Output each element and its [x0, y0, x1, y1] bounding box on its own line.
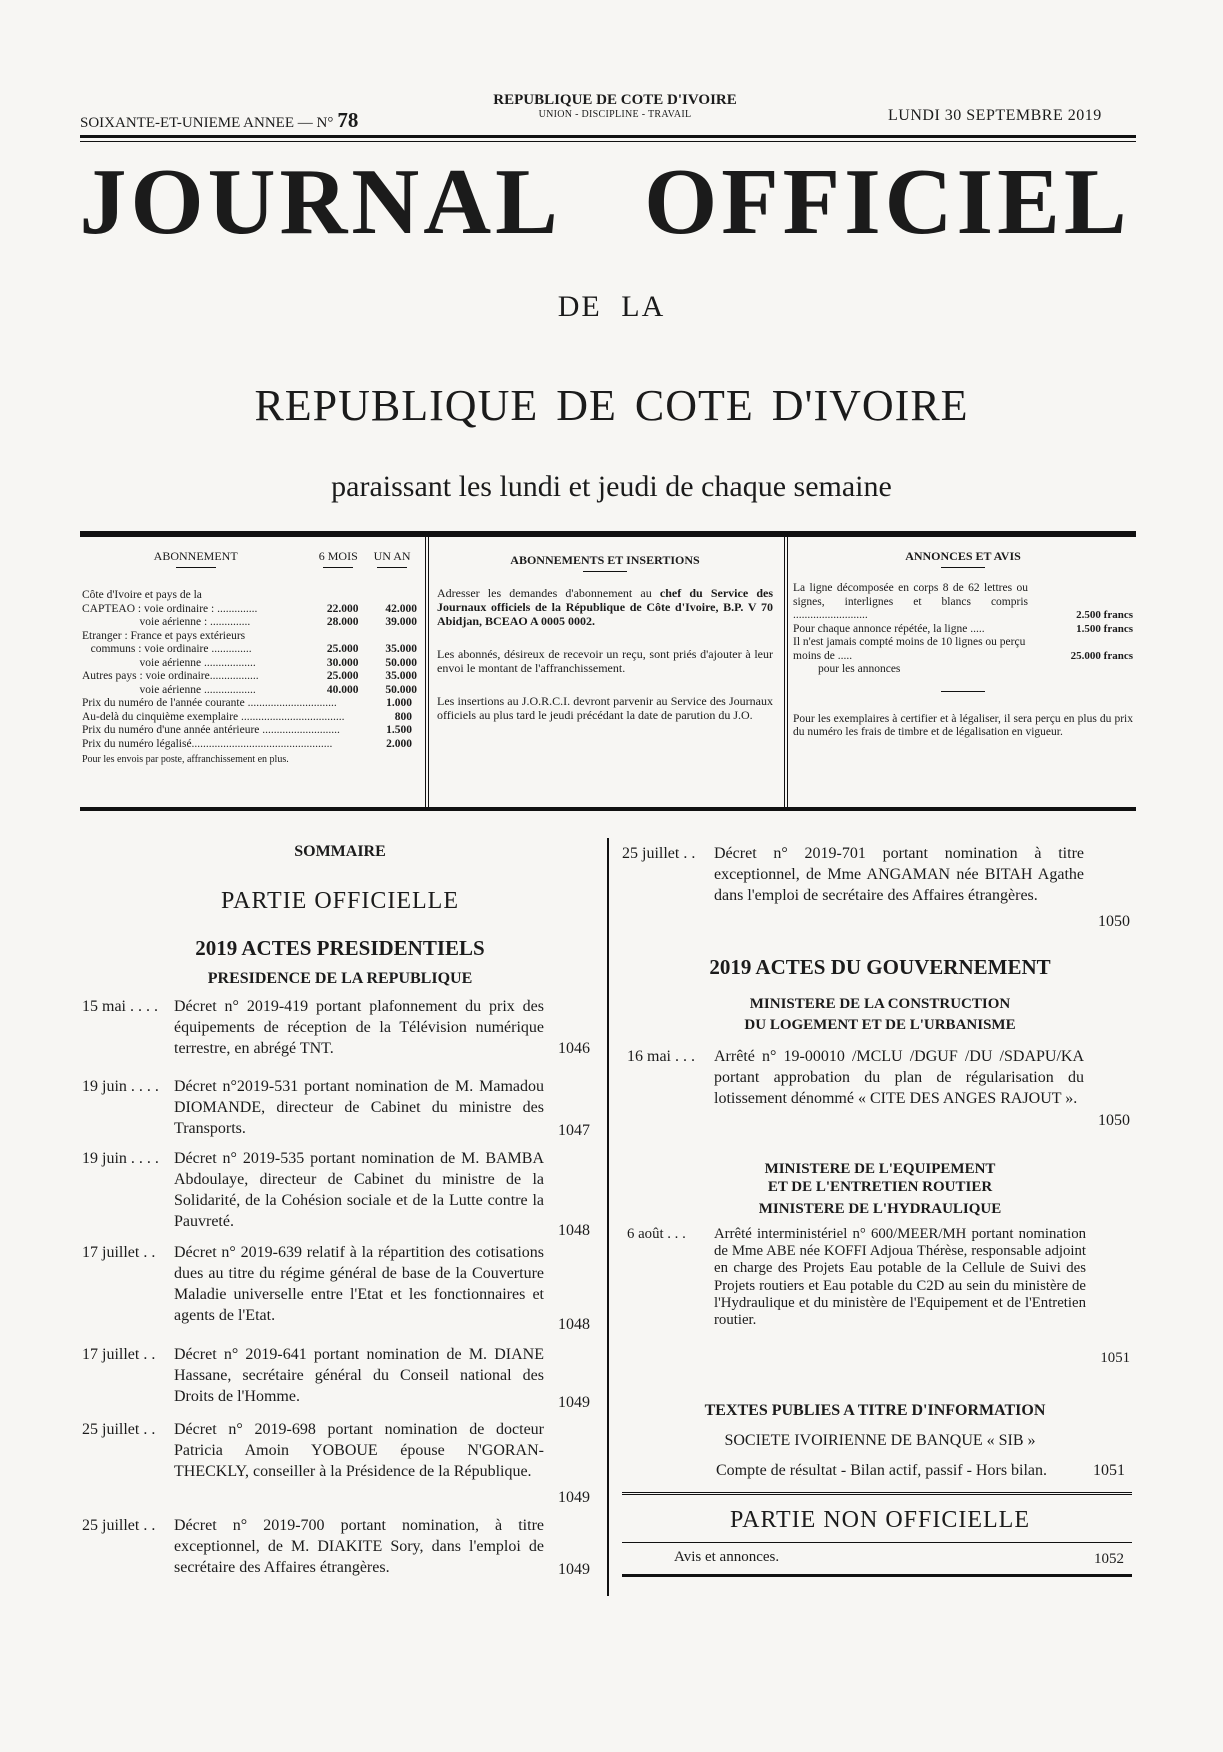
sommaire-entry[interactable]: [627, 1046, 1130, 1130]
entry-text: Décret n° 2019-698 portant nomination de docteur Patricia Amoin YOBOUE épouse N'GORAN-THECKLY, conseiller à la Présidence de la République.: [174, 1421, 544, 1480]
sommaire-entry[interactable]: [82, 1076, 590, 1139]
entry-text: Décret n° 2019-639 relatif à la répartition des cotisations dues au titre du régime général de base de la Couverture Maladie universelle entre l'Etat et les fonctionnaires et agents de l'Etat.: [174, 1244, 544, 1324]
entry-date: 17 juillet . .: [82, 1244, 156, 1261]
republic-header: [440, 92, 790, 120]
year-label: SOIXANTE-ET-UNIEME ANNEE — N°: [80, 115, 334, 131]
presidence-heading: PRESIDENCE DE LA REPUBLIQUE: [207, 970, 473, 987]
tarif-row: Autres pays : voie ordinaire................. 25.000 35.000: [82, 670, 417, 682]
avis-entry[interactable]: Avis et annonces.: [674, 1549, 780, 1565]
title-de-la: DE LA: [557, 290, 666, 323]
sommaire-entry[interactable]: [82, 1419, 590, 1506]
annonces-header: ANNONCES ET AVIS: [905, 549, 1021, 563]
tarif-list: [82, 589, 417, 767]
annonce-minimum: Il n'est jamais compté moins de 10 lignes ou perçu moins de ..... 25.000 francs: [793, 636, 1133, 662]
avis-page: 1052: [1094, 1551, 1124, 1567]
entry-text: Arrêté n° 19-00010 /MCLU /DGUF /DU /SDAPU/KA portant approbation du plan de régularisation du lotissement dénommé « CITE DES ANGES RAJOUT ».: [714, 1048, 1084, 1107]
tarif-row: voie aérienne .................. 30.000 50.000: [82, 656, 417, 669]
entry-page: 1050: [1098, 1112, 1130, 1129]
tarif-footnote: Pour les envois par poste, affranchissement en plus.: [82, 754, 289, 765]
entry-text: Décret n° 2019-535 portant nomination de M. BAMBA Abdoulaye, directeur de Cabinet du ministre de la Solidarité, de la Cohésion sociale et de la Lutte contre la Pauvreté.: [174, 1150, 544, 1230]
abonnement-header: ABONNEMENT: [82, 549, 309, 568]
annonce-repeat-price: Pour chaque annonce répétée, la ligne ..... 1.500 francs: [793, 622, 1133, 635]
entry-date: 25 juillet . .: [622, 845, 696, 862]
sommaire-entry[interactable]: [82, 1515, 590, 1578]
col-6mois: 6 MOIS: [309, 549, 367, 568]
entry-date: 25 juillet . .: [82, 1421, 156, 1438]
entry-text: Décret n° 2019-419 portant plafonnement du prix des équipements de réception de la Télévision numérique terrestre, en abrégé TNT.: [174, 998, 544, 1057]
entry-page: 1049: [558, 1561, 590, 1578]
avis-rule-top: [622, 1542, 1132, 1543]
non-officielle-rule: [622, 1492, 1132, 1495]
entry-page: 1049: [558, 1394, 590, 1411]
national-motto: UNION - DISCIPLINE - TRAVAIL: [538, 109, 692, 120]
entry-date: 19 juin . . . .: [82, 1150, 159, 1167]
actes-presidentiels: 2019 ACTES PRESIDENTIELS: [195, 936, 485, 960]
tarif-row: Etranger : France et pays extérieurs: [82, 629, 246, 642]
box-divider-1: [425, 531, 429, 811]
entry-page: 1048: [558, 1316, 590, 1333]
masthead-rule-thin: [80, 141, 1136, 142]
entry-page: 1047: [558, 1122, 590, 1139]
insertions-address: Adresser les demandes d'abonnement au chef du Service des Journaux officiels de la République de Côte d'Ivoire, B.P. V 70 Abidjan, BCEAO A 0005 0002.: [437, 586, 773, 628]
entry-page: 1046: [558, 1040, 590, 1057]
entry-page: 1048: [558, 1222, 590, 1239]
tarif-row: voie aérienne : .............. 28.000 39.000: [82, 616, 417, 628]
entry-text: Décret n° 2019-641 portant nomination de M. DIANE Hassane, secrétaire général du Conseil national des Droits de l'Homme.: [174, 1346, 544, 1405]
sib-page: 1051: [1093, 1462, 1125, 1479]
header-underline: [941, 567, 985, 568]
entry-page: 1049: [558, 1489, 590, 1506]
entry-date: 25 juillet . .: [82, 1517, 156, 1534]
tarif-row: Prix du numéro d'une année antérieure ........................... 1.500: [82, 724, 412, 736]
entry-date: 19 juin . . . .: [82, 1078, 159, 1095]
annonce-divider: [941, 691, 985, 692]
sommaire-entry[interactable]: [82, 1148, 590, 1253]
entry-date: 15 mai . . . .: [82, 998, 158, 1015]
sommaire-entry[interactable]: [82, 1344, 590, 1411]
sommaire-entry[interactable]: [82, 1242, 590, 1347]
title-republique: REPUBLIQUE DE COTE D'IVOIRE: [254, 381, 969, 430]
actes-gouvernement: 2019 ACTES DU GOUVERNEMENT: [709, 955, 1051, 979]
abonnement-column: [82, 549, 417, 767]
tarif-row: Au-delà du cinquième exemplaire .................................... 800: [82, 710, 412, 723]
tarif-row: voie aérienne .................. 40.000 50.000: [82, 683, 417, 696]
insertions-deadline: Les insertions au J.O.R.C.I. devront parvenir au Service des Journaux officiels au plus tard le jeudi précédant la date de parution du J.O.: [437, 694, 773, 722]
insertions-receipt: Les abonnés, désireux de recevoir un reçu, sont priés d'ajouter à leur envoi le montant de l'affranchissement.: [437, 647, 773, 675]
tarif-row: Prix du numéro de l'année courante ............................... 1.000: [82, 697, 412, 709]
ministere-equipement: MINISTERE DE L'EQUIPEMENT ET DE L'ENTRETIEN ROUTIER MINISTERE DE L'HYDRAULIQUE: [758, 1161, 1002, 1217]
entry-text: Arrêté interministériel n° 600/MEER/MH portant nomination de Mme ABE née KOFFI Adjoua Thérèse, responsable adjoint en charge des Projets Eau potable de la Cellule de Suivi des Projets routiers et Eau potable du C2D au sein du ministère de l'Hydraulique et du ministère de l'Equipement et de l'Entretien routier.: [714, 1226, 1086, 1329]
sommaire-title: SOMMAIRE: [294, 843, 386, 860]
annonces-tarifs: [793, 582, 1133, 740]
republic-name: REPUBLIQUE DE COTE D'IVOIRE: [493, 92, 737, 108]
tarif-row: CAPTEAO : voie ordinaire : .............. 22.000 42.000: [82, 602, 417, 615]
annonce-legalisation: Pour les exemplaires à certifier et à légaliser, il sera perçu en plus du prix du numéro les frais de timbre et de légalisation en vigueur.: [793, 712, 1133, 738]
publication-frequency: paraissant les lundi et jeudi de chaque semaine: [331, 470, 892, 503]
tarif-row: Côte d'Ivoire et pays de la: [82, 589, 202, 601]
masthead-rule: [80, 135, 1136, 138]
issue-line: [80, 108, 358, 133]
insertions-column: [437, 553, 773, 722]
entry-text: Décret n° 2019-701 portant nomination à titre exceptionnel, de Mme ANGAMAN née BITAH Agathe dans l'emploi de secrétaire des Affaires étrangères.: [714, 845, 1084, 904]
sib-heading: SOCIETE IVOIRIENNE DE BANQUE « SIB »: [724, 1432, 1036, 1449]
tarif-row: communs : voie ordinaire .............. 25.000 35.000: [82, 643, 417, 655]
insertions-header: ABONNEMENTS ET INSERTIONS: [510, 553, 700, 567]
entry-page: 1051: [1100, 1350, 1130, 1366]
sib-entry[interactable]: Compte de résultat - Bilan actif, passif - Hors bilan.: [716, 1462, 1048, 1479]
entry-text: Décret n°2019-531 portant nomination de M. Mamadou DIOMANDE, directeur de Cabinet du ministre des Transports.: [174, 1078, 544, 1137]
sommaire-entry[interactable]: [627, 1226, 1130, 1373]
issue-date: LUNDI 30 SEPTEMBRE 2019: [888, 107, 1102, 124]
avis-rule-bottom: [622, 1574, 1132, 1577]
entry-date: 6 août . . .: [627, 1226, 686, 1242]
journal-title: JOURNAL OFFICIEL: [79, 150, 1131, 254]
entry-text: Décret n° 2019-700 portant nomination, à titre exceptionnel, de M. DIAKITE Sory, dans l'emploi de secrétaire des Affaires étrangères.: [174, 1517, 544, 1576]
col-1an: UN AN: [367, 549, 417, 568]
annonces-column: [793, 549, 1133, 740]
column-divider: [607, 838, 609, 1596]
entry-page: 1050: [1098, 913, 1130, 930]
tarif-row: Prix du numéro légalisé................................................. 2.000: [82, 737, 412, 750]
header-underline: [583, 571, 627, 572]
ministere-construction: MINISTERE DE LA CONSTRUCTION DU LOGEMENT ET DE L'URBANISME: [744, 996, 1016, 1033]
box-divider-2: [784, 531, 788, 811]
textes-publies: TEXTES PUBLIES A TITRE D'INFORMATION: [704, 1402, 1046, 1419]
sommaire-entry[interactable]: [82, 996, 590, 1059]
issue-number: 78: [337, 108, 359, 132]
partie-non-officielle: PARTIE NON OFFICIELLE: [729, 1507, 1030, 1533]
sommaire-entry[interactable]: [622, 843, 1130, 930]
annonce-minimum-tail: pour les annonces: [818, 663, 901, 675]
annonce-line-price: La ligne décomposée en corps 8 de 62 lettres ou signes, interlignes et blancs compris .......................... 2.500 francs: [793, 582, 1133, 621]
partie-officielle: PARTIE OFFICIELLE: [220, 888, 459, 914]
entry-date: 16 mai . . .: [627, 1048, 695, 1065]
entry-date: 17 juillet . .: [82, 1346, 156, 1363]
